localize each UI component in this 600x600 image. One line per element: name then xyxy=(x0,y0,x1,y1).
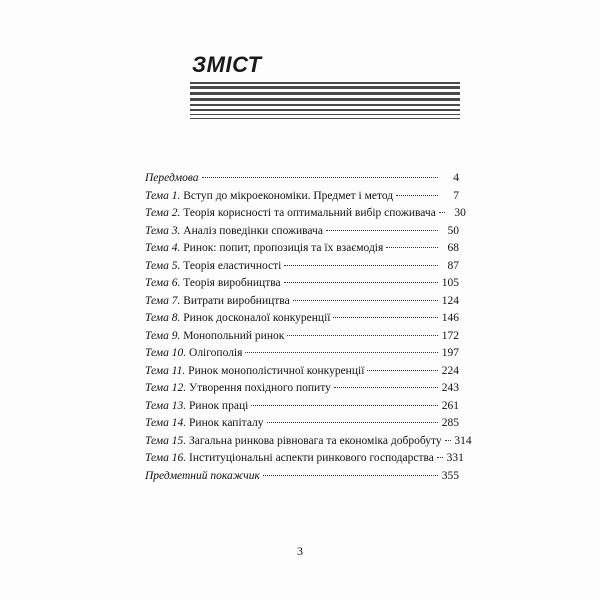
rule-line xyxy=(190,86,460,89)
toc-entry-topic-3: Тема 3. Аналіз поведінки споживача 50 xyxy=(145,224,459,237)
toc-entry-topic-14: Тема 14. Ринок капіталу 285 xyxy=(145,417,459,429)
toc-entry-topic-11: Тема 11. Ринок монополістичної конкуренції 224 xyxy=(145,364,459,377)
rule-line xyxy=(190,92,460,95)
toc-entry-topic-1: Тема 1. Вступ до мікроекономіки. Предмет і метод 7 xyxy=(145,189,459,202)
rule-line xyxy=(190,104,460,106)
toc-entry-topic-9: Тема 9. Монопольний ринок 172 xyxy=(145,329,459,342)
title-rules xyxy=(190,82,460,122)
toc-entry-topic-6: Тема 6. Теорія виробництва 105 xyxy=(145,277,459,289)
rule-line xyxy=(190,98,460,101)
page-number: 3 xyxy=(297,544,303,558)
rule-line xyxy=(190,114,460,115)
toc-entry-topic-10: Тема 10. Олігополія 197 xyxy=(145,347,459,359)
toc-entry-topic-16: Тема 16. Інституціональні аспекти ринкового господарства 331 xyxy=(145,452,464,464)
toc-entry-topic-2: Тема 2. Теорія корисності та оптимальний вибір споживача 30 xyxy=(145,207,466,219)
toc-entry-subject-index: Предметний покажчик 355 xyxy=(145,469,459,482)
rule-line xyxy=(190,109,460,111)
toc-entry-topic-12: Тема 12. Утворення похідного попиту 243 xyxy=(145,382,459,394)
toc-entry-preface: Передмова 4 xyxy=(145,172,459,184)
rule-line xyxy=(190,82,460,84)
toc-entry-topic-8: Тема 8. Ринок досконалої конкуренції 146 xyxy=(145,312,459,324)
toc-entry-topic-4: Тема 4. Ринок: попит, пропозиція та їх взаємодія 68 xyxy=(145,242,459,254)
toc-entry-topic-7: Тема 7. Витрати виробництва 124 xyxy=(145,294,459,307)
toc-entry-topic-5: Тема 5. Теорія еластичності 87 xyxy=(145,259,459,272)
toc-entry-topic-13: Тема 13. Ринок праці 261 xyxy=(145,399,459,412)
toc-title: ЗМІСТ xyxy=(192,52,262,77)
toc-entry-topic-15: Тема 15. Загальна ринкова рівновага та економіка добробуту 314 xyxy=(145,434,472,447)
table-of-contents xyxy=(145,170,472,485)
rule-line xyxy=(190,118,460,119)
